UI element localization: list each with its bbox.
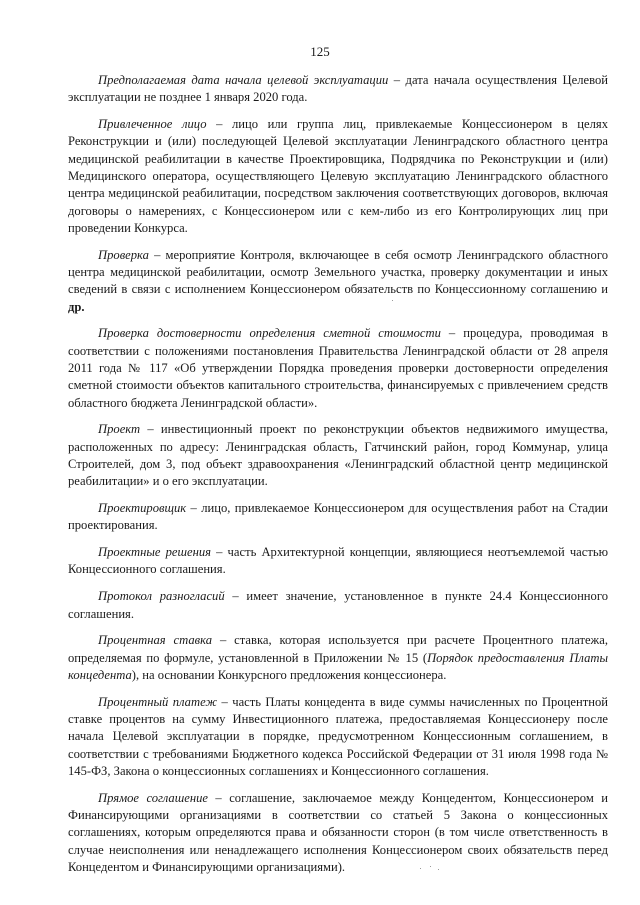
definition-term: Проверка	[98, 247, 149, 262]
definition-paragraph	[68, 790, 608, 876]
definition-text: – лицо, привлекаемое Концессионером для осуществления работ на Стадии проектирования.	[68, 501, 608, 533]
scan-speck	[430, 866, 431, 867]
definition-term: Процентный платеж	[98, 694, 218, 709]
definition-text-after: ), на основании Конкурсного предложения концессионера.	[131, 667, 447, 682]
definition-text-italic: Порядок предоставления Платы концедента	[68, 650, 609, 682]
scan-speck	[438, 869, 439, 870]
definition-paragraph	[68, 247, 608, 316]
definition-term: Проверка достоверности определения сметной стоимости	[98, 326, 441, 341]
document-body	[68, 72, 608, 886]
definition-text-bold: др.	[68, 299, 85, 314]
definition-text: – соглашение, заключаемое между Концедентом, Концессионером и Финансирующими организациями в соответствии со статьей 5 Закона о концессионных соглашениях, которым определяются права и обязанности сторон (в том числе ответственность в случае неисполнения или ненадлежащего исполнения Концессионером своих обязательств перед Концедентом и Финансирующими организациями).	[68, 790, 608, 874]
definition-text: – дата начала осуществления Целевой эксплуатации не позднее 1 января 2020 года.	[68, 73, 608, 105]
definition-paragraph	[68, 694, 608, 780]
definition-text: – процедура, проводимая в соответствии с положениями постановления Правительства Ленинградской области от 28 апреля 2011 года № 117 «Об утверждении Порядка проведения проверки достоверности определения сметной стоимости объектов капитального строительства, финансируемых с привлечением средств областного бюджета Ленинградской области».	[68, 326, 608, 410]
definition-text: – ставка, которая используется при расчете Процентного платежа, определяемая по формуле, установленной в Приложении № 15 (	[68, 633, 608, 665]
scan-speck	[420, 868, 421, 869]
scan-speck	[392, 300, 393, 301]
definition-term: Проект	[98, 422, 141, 437]
definition-paragraph	[68, 325, 608, 411]
definition-text: – лицо или группа лиц, привлекаемые Концессионером в целях Реконструкции и (или) последующей Целевой эксплуатации Ленинградского областного центра медицинской реабилитации в качестве Проектировщика, Подрядчика по Реконструкции и (или) Медицинского оператора, осуществляющего Целевую эксплуатацию Ленинградского областного центра медицинской реабилитации, посредством заключения соответствующих договоров, включая договоры о намерениях, с Концессионером или с кем-либо из его Контролирующих лиц при проведении Конкурса.	[68, 117, 608, 235]
definition-paragraph	[68, 72, 608, 107]
definition-text: – часть Архитектурной концепции, являющиеся неотъемлемой частью Концессионного соглашения.	[68, 545, 608, 577]
definition-term: Проектные решения	[98, 545, 211, 560]
definition-term: Предполагаемая дата начала целевой эксплуатации	[98, 73, 389, 87]
definition-term: Привлеченное лицо	[98, 117, 207, 132]
definition-paragraph	[68, 116, 608, 237]
definition-text: – мероприятие Контроля, включающее в себя осмотр Ленинградского областного центра медицинской реабилитации, осмотр Земельного участка, проверку документации и иных сведений в связи с исполнением Концессионером обязательств по Концессионному соглашению и	[68, 247, 608, 297]
definition-paragraph	[68, 588, 608, 623]
definition-term: Процентная ставка	[98, 633, 213, 648]
definition-text: – инвестиционный проект по реконструкции объектов недвижимого имущества, расположенных по адресу: Ленинградская область, Гатчинский район, город Коммунар, улица Строителей, дом 3, под объект здравоохранения «Ленинградский областной центр медицинской реабилитации» и о его эксплуатации.	[68, 422, 608, 489]
definition-paragraph	[68, 500, 608, 535]
definition-term: Проектировщик	[98, 501, 187, 516]
definition-term: Протокол разногласий	[98, 589, 225, 604]
definition-text: – часть Платы концедента в виде суммы начисленных по Процентной ставке процентов на сумму Инвестиционного платежа, предоставляемая Концессионеру после начала Целевой эксплуатации в порядке, предусмотренном Концессионным соглашением, в соответствии с требованиями Бюджетного кодекса Российской Федерации от 31 июля 1998 года № 145-ФЗ, Закона о концессионных соглашениях и Концессионного соглашения.	[68, 694, 609, 778]
definition-term: Прямое соглашение	[98, 790, 208, 805]
definition-text: – имеет значение, установленное в пункте 24.4 Концессионного соглашения.	[68, 589, 608, 621]
definition-paragraph	[68, 421, 608, 490]
definition-paragraph	[68, 632, 608, 684]
page-number: 125	[310, 44, 330, 59]
definition-paragraph	[68, 544, 608, 579]
